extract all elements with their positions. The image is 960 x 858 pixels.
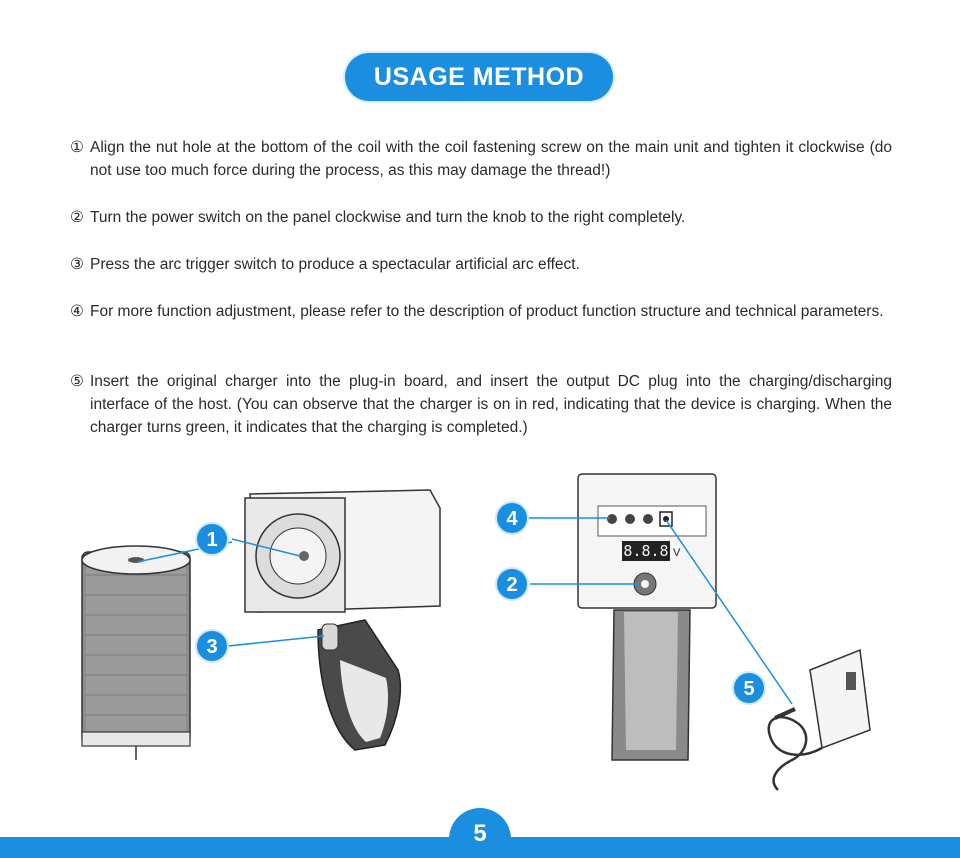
step-1 [70, 136, 892, 182]
usage-diagram [0, 460, 960, 800]
svg-text:1: 1 [206, 529, 218, 551]
svg-text:3: 3 [206, 636, 218, 658]
product-illustration [0, 460, 960, 800]
digital-display: 8.8.8 [623, 542, 669, 560]
step-3 [70, 253, 580, 276]
svg-text:4: 4 [506, 508, 518, 530]
step-number: ③ [70, 256, 84, 273]
callout-2 [496, 568, 528, 600]
svg-text:5: 5 [743, 678, 755, 700]
callout-5 [733, 672, 765, 704]
step-text: Press the arc trigger switch to produce a spectacular artificial arc effect. [90, 256, 580, 273]
charger-illustration [769, 650, 870, 790]
step-number: ② [70, 209, 84, 226]
step-number: ⑤ [70, 373, 84, 390]
step-number: ④ [70, 303, 84, 320]
leader-line-3 [228, 636, 324, 646]
callout-3 [196, 630, 228, 662]
page-number-badge [449, 808, 511, 858]
callout-1 [196, 523, 228, 555]
step-2 [70, 206, 685, 229]
svg-text:2: 2 [506, 574, 518, 596]
step-text: Align the nut hole at the bottom of the coil with the coil fastening screw on the main unit and tighten it clockwise (do not use too much force during the process, as this may damage the thread!) [90, 139, 892, 179]
main-unit-side-view [245, 490, 440, 750]
display-unit: V [673, 547, 681, 559]
step-text: For more function adjustment, please refer to the description of product function structure and technical parameters. [90, 303, 884, 320]
callout-4 [496, 502, 528, 534]
step-4 [70, 300, 884, 323]
step-number: ① [70, 139, 84, 156]
page-number: 5 [473, 820, 487, 847]
step-5 [70, 370, 892, 439]
step-text: Insert the original charger into the plug-in board, and insert the output DC plug into the charging/discharging interface of the host. (You can observe that the charger is on in red, indicating that the device is charging. When the charger turns green, it indicates that the charging is completed.) [90, 373, 892, 436]
coil-illustration [82, 546, 190, 760]
step-text: Turn the power switch on the panel clockwise and turn the knob to the right completely. [90, 209, 686, 226]
page-title: USAGE METHOD [373, 62, 585, 91]
section-title-pill [345, 53, 613, 101]
main-unit-front-view [578, 474, 716, 760]
